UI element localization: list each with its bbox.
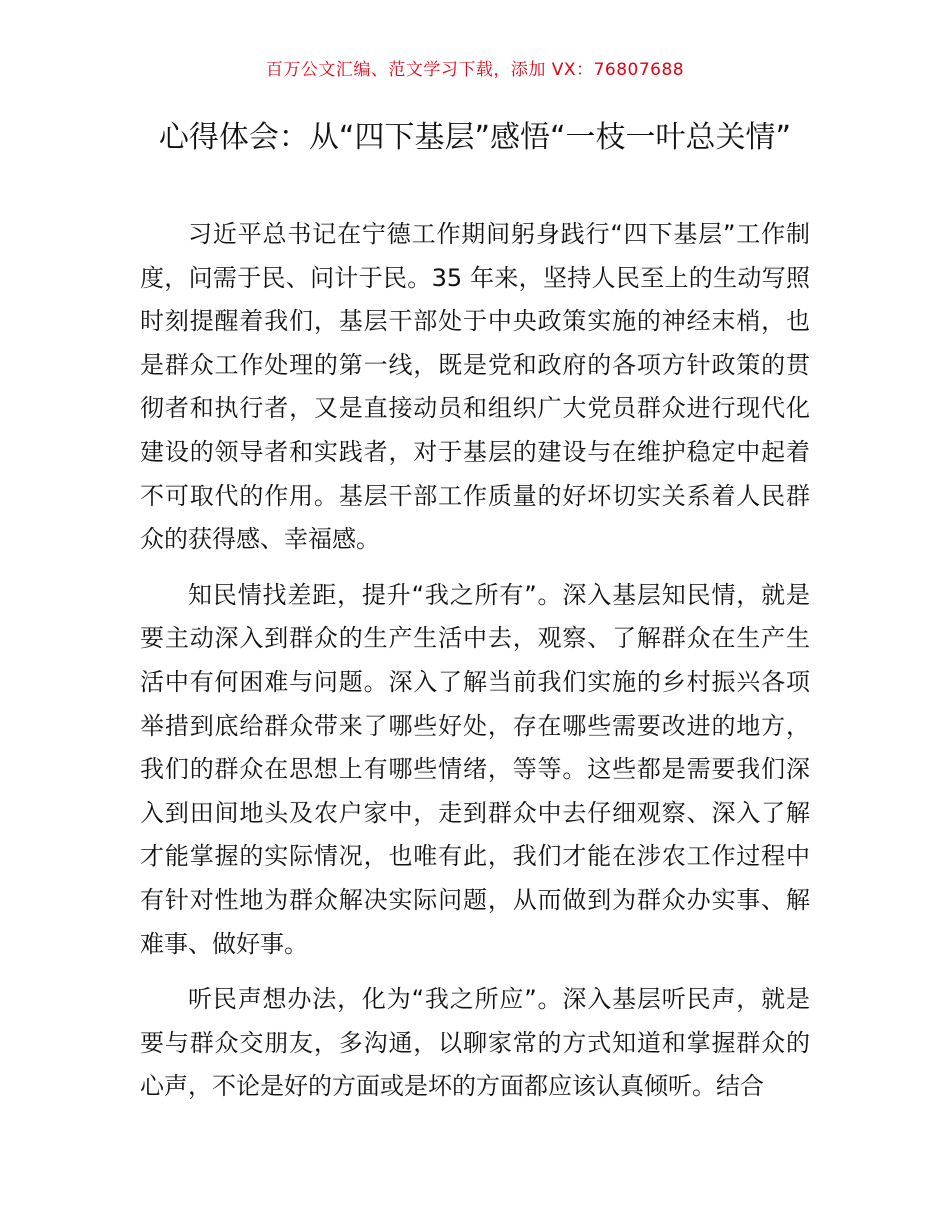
paragraph-intro: 习近平总书记在宁德工作期间躬身践行“四下基层”工作制度，问需于民、问计于民。35 年来，坚持人民至上的生动写照时刻提醒着我们，基层干部处于中央政策实施的神经末梢，也是群众工作处理的第一线，既是党和政府的各项方针政策的贯彻者和执行者，又是直接动员和组织广大党员群众进行现代化建设的领导者和实践者，对于基层的建设与在维护稳定中起着不可取代的作用。基层干部工作质量的好坏切实关系着人民群众的获得感、幸福感。: [140, 220, 810, 554]
paragraph-know-people: 知民情找差距，提升“我之所有”。深入基层知民情，就是要主动深入到群众的生产生活中去，观察、了解群众在生产生活中有何困难与问题。深入了解当前我们实施的乡村振兴各项举措到底给群众带来了哪些好处，存在哪些需要改进的地方，我们的群众在思想上有哪些情绪，等等。这些都是需要我们深入到田间地头及农户家中，走到群众中去仔细观察、深入了解才能掌握的实际情况，也唯有此，我们才能在涉农工作过程中有针对性地为群众解决实际问题，从而做到为群众办实事、解难事、做好事。: [140, 580, 810, 958]
document-body: [140, 213, 810, 1121]
paragraph-hear-people: 听民声想办法，化为“我之所应”。深入基层听民声，就是要与群众交朋友，多沟通，以聊家常的方式知道和掌握群众的心声，不论是好的方面或是坏的方面都应该认真倾听。结合: [140, 985, 810, 1101]
document-title: 心得体会：从“四下基层”感悟“一枝一叶总关情”: [158, 120, 792, 155]
promo-banner: 百万公文汇编、范文学习下载，添加 VX：76807688: [265, 60, 685, 80]
